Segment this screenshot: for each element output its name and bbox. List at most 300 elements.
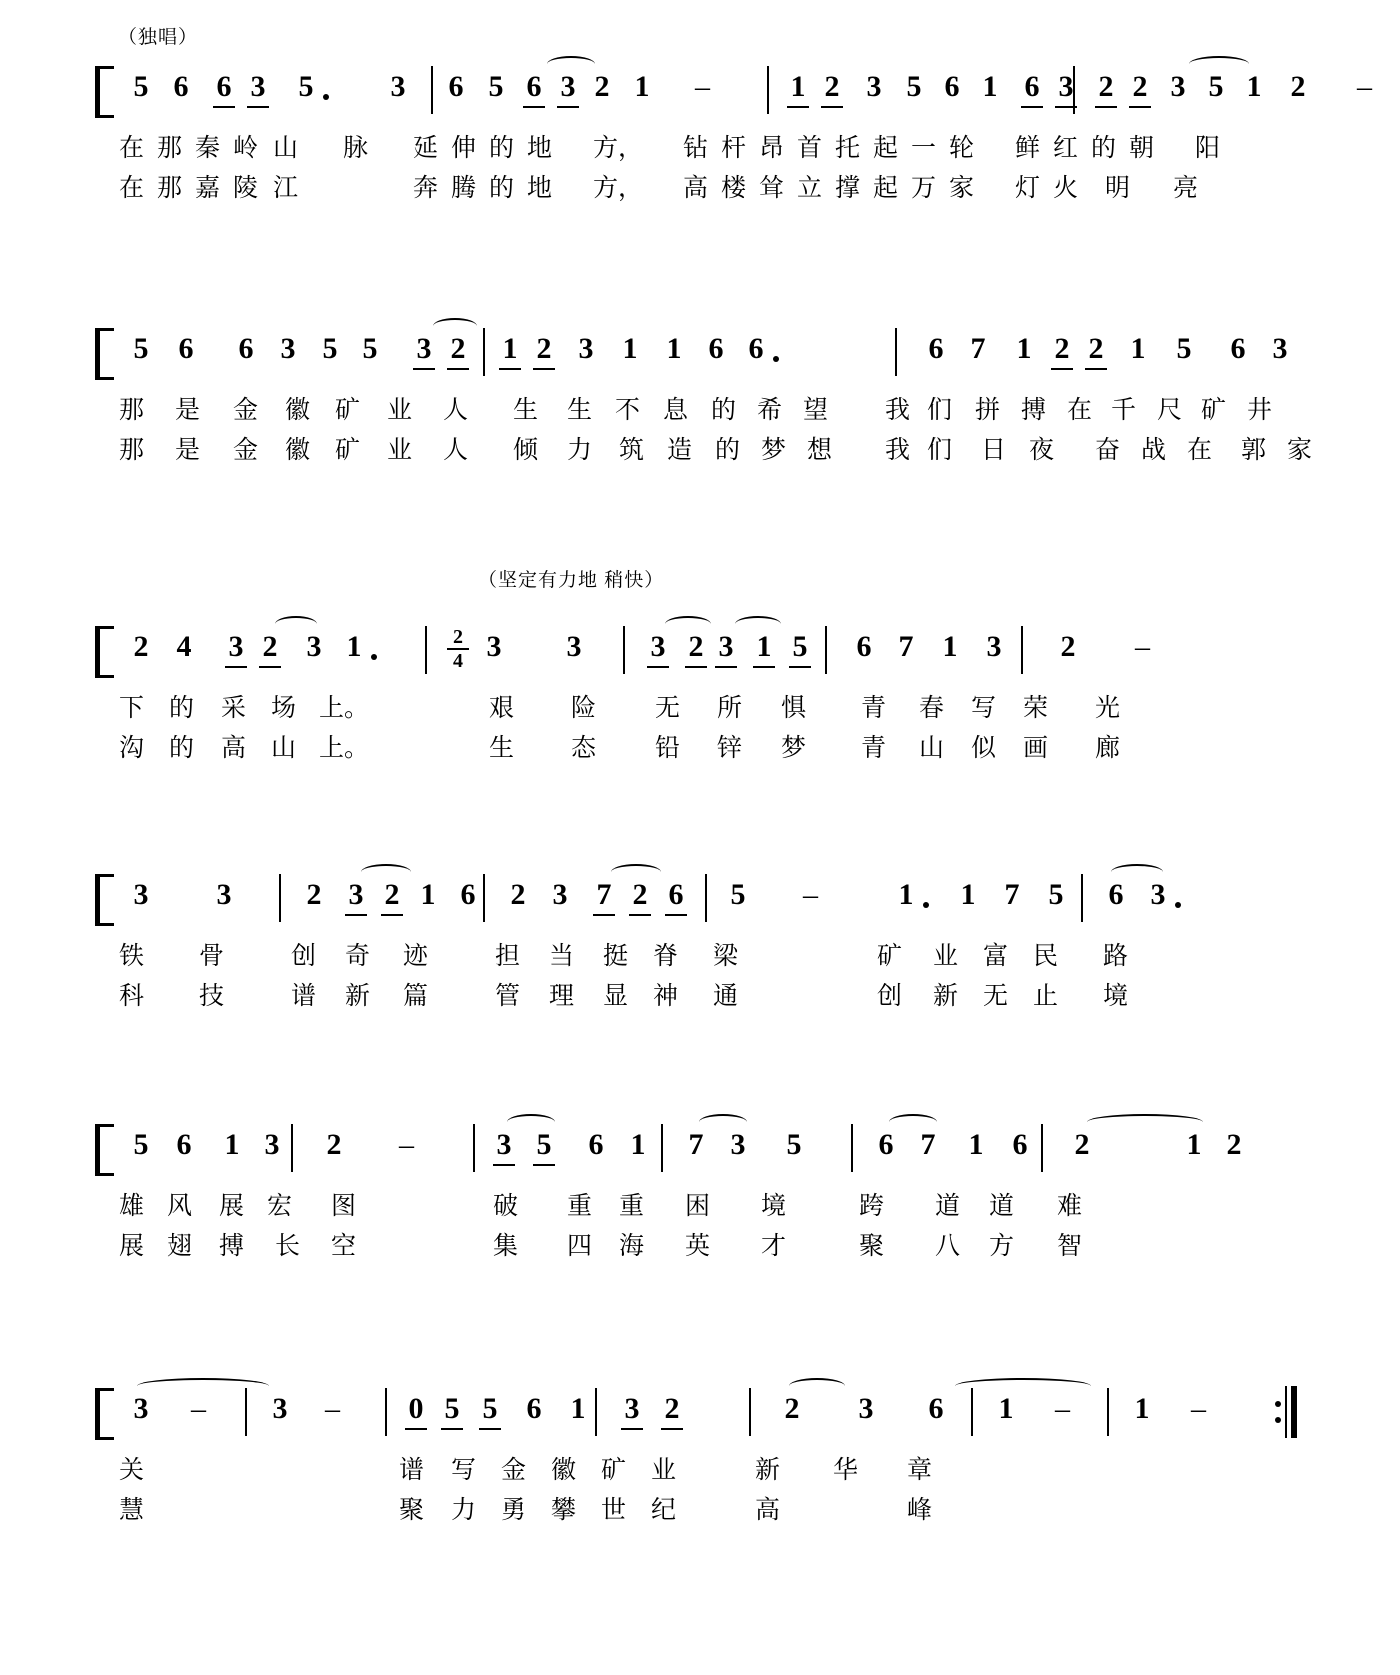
note-number: 3 (715, 630, 737, 668)
note-number: 1 (1016, 332, 1032, 365)
barline (1041, 1124, 1043, 1172)
sustain-dash: – (1357, 70, 1372, 103)
lyric-syllable: 慧 (119, 1496, 145, 1524)
note-number: 7 (920, 1128, 936, 1161)
lyric-syllable: 梁 (713, 942, 739, 970)
note-number: 5 (533, 1128, 555, 1166)
note-number: 5 (133, 1128, 149, 1161)
lyric-syllable: 理 (549, 982, 575, 1010)
lyric-syllable: 明 (1105, 174, 1131, 202)
note-number: 1 (998, 1392, 1014, 1425)
lyric-syllable: 上。 (319, 694, 370, 722)
barline (291, 1124, 293, 1172)
lyric-syllable: 千 (1111, 396, 1137, 424)
lyric-syllable: 地 (527, 134, 553, 162)
note-number: 1 (630, 1128, 646, 1161)
barline (971, 1388, 973, 1436)
note-number: 5 (730, 878, 746, 911)
lyric-syllable: 春 (919, 694, 945, 722)
note-number: 2 (510, 878, 526, 911)
lyric-syllable: 倾 (513, 436, 539, 464)
barline (483, 328, 485, 376)
lyric-syllable: 徽 (285, 396, 311, 424)
note-number: 2 (1095, 70, 1117, 108)
lyric-syllable: 奋 (1095, 436, 1121, 464)
note-number: 6 (460, 878, 476, 911)
note-number: 3 (486, 630, 502, 663)
system-bracket (95, 874, 114, 926)
lyric-syllable: 梦 (781, 734, 807, 762)
note-number: 1 (942, 630, 958, 663)
note-number: 6 (448, 70, 464, 103)
lyric-syllable: 难 (1057, 1192, 1083, 1220)
lyric-syllable: 纪 (651, 1496, 677, 1524)
note-number: 2 (594, 70, 610, 103)
lyric-syllable: 耸 (759, 174, 785, 202)
note-number: 2 (133, 630, 149, 663)
lyric-syllable: 展 (219, 1192, 245, 1220)
note-number: 2 (447, 332, 469, 370)
lyric-syllable: 是 (175, 396, 201, 424)
lyric-syllable: 力 (567, 436, 593, 464)
lyric-syllable: 业 (387, 396, 413, 424)
time-signature-denominator: 4 (447, 648, 469, 672)
barline (595, 1388, 597, 1436)
note-number: 1 (1130, 332, 1146, 365)
lyric-syllable: 高 (221, 734, 247, 762)
note-number: 6 (523, 70, 545, 108)
slur-arc (507, 1114, 555, 1130)
lyric-syllable: 海 (619, 1232, 645, 1260)
lyric-syllable: 尺 (1157, 396, 1183, 424)
lyric-syllable: 在 (1067, 396, 1093, 424)
augmentation-dot-icon (371, 654, 377, 660)
lyric-syllable: 在 (119, 134, 145, 162)
lyric-syllable: 跨 (859, 1192, 885, 1220)
time-signature-numerator: 2 (453, 626, 463, 648)
note-number: 3 (557, 70, 579, 108)
lyric-syllable: 那 (119, 436, 145, 464)
slur-arc (1087, 1114, 1203, 1130)
lyric-syllable: 聚 (399, 1496, 425, 1524)
lyric-syllable: 聚 (859, 1232, 885, 1260)
lyric-syllable: 金 (233, 436, 259, 464)
notation-row (95, 70, 1372, 116)
lyric-syllable: 场 (271, 694, 297, 722)
note-number: 1 (499, 332, 521, 370)
note-number: 2 (326, 1128, 342, 1161)
note-number: 5 (906, 70, 922, 103)
note-number: 2 (1290, 70, 1306, 103)
barline (623, 626, 625, 674)
lyric-syllable: 岭 (233, 134, 259, 162)
lyric-syllable: 篇 (403, 982, 429, 1010)
lyric-syllable: 才 (761, 1232, 787, 1260)
lyric-syllable: 生 (567, 396, 593, 424)
barline (279, 874, 281, 922)
lyric-syllable: 的 (711, 396, 737, 424)
lyric-syllable: 朝 (1129, 134, 1155, 162)
lyric-syllable: 首 (797, 134, 823, 162)
note-number: 3 (986, 630, 1002, 663)
barline (705, 874, 707, 922)
lyric-syllable: 家 (949, 174, 975, 202)
music-system (95, 626, 1335, 762)
lyric-syllable: 灯 (1015, 174, 1041, 202)
lyric-syllable: 地 (527, 174, 553, 202)
note-number: 6 (928, 1392, 944, 1425)
lyric-syllable: 不 (615, 396, 641, 424)
note-number: 2 (259, 630, 281, 668)
lyric-syllable: 轮 (949, 134, 975, 162)
lyric-syllable: 矿 (877, 942, 903, 970)
lyric-syllable: 钻 (683, 134, 709, 162)
note-number: 6 (1108, 878, 1124, 911)
lyric-syllable: 英 (685, 1232, 711, 1260)
lyric-syllable: 徽 (551, 1456, 577, 1484)
note-number: 2 (1129, 70, 1151, 108)
note-number: 5 (133, 70, 149, 103)
notation-row (95, 1392, 1335, 1438)
lyric-syllable: 路 (1103, 942, 1129, 970)
lyric-syllable: 立 (797, 174, 823, 202)
lyric-syllable: 陵 (233, 174, 259, 202)
slur-arc (889, 1114, 937, 1130)
slur-arc (665, 616, 711, 632)
lyric-syllable: 的 (1091, 134, 1117, 162)
lyric-syllable: 山 (271, 734, 297, 762)
note-number: 7 (688, 1128, 704, 1161)
note-number: 3 (247, 70, 269, 108)
lyric-syllable: 在 (1187, 436, 1213, 464)
lyric-syllable: 昂 (759, 134, 785, 162)
barline (749, 1388, 751, 1436)
lyric-syllable: 长 (275, 1232, 301, 1260)
lyric-syllable: 火 (1053, 174, 1079, 202)
barline (895, 328, 897, 376)
lyric-syllable: 力 (451, 1496, 477, 1524)
lyric-syllable: 新 (755, 1456, 781, 1484)
lyric-syllable: 生 (513, 396, 539, 424)
note-number: 5 (322, 332, 338, 365)
notation-row (95, 626, 1335, 676)
note-number: 3 (647, 630, 669, 668)
lyric-syllable: 矿 (335, 436, 361, 464)
lyric-syllable: 谱 (399, 1456, 425, 1484)
lyric-syllable: 们 (927, 396, 953, 424)
sustain-dash: – (1191, 1392, 1206, 1425)
note-number: 6 (944, 70, 960, 103)
lyric-syllable: 勇 (501, 1496, 527, 1524)
note-number: 2 (1074, 1128, 1090, 1161)
note-number: 5 (1208, 70, 1224, 103)
lyric-syllable: 锌 (717, 734, 743, 762)
note-number: 6 (665, 878, 687, 916)
note-number: 2 (821, 70, 843, 108)
lyric-syllable: 挺 (603, 942, 629, 970)
note-number: 6 (708, 332, 724, 365)
lyric-syllable: 家 (1287, 436, 1313, 464)
lyric-syllable: 下 (119, 694, 145, 722)
note-number: 6 (748, 332, 764, 365)
lyric-syllable: 展 (119, 1232, 145, 1260)
lyric-syllable: 起 (873, 174, 899, 202)
lyric-syllable: 起 (873, 134, 899, 162)
note-number: 2 (306, 878, 322, 911)
lyric-syllable: 阳 (1195, 134, 1221, 162)
lyric-syllable: 那 (157, 134, 183, 162)
note-number: 6 (526, 1392, 542, 1425)
note-number: 3 (578, 332, 594, 365)
lyric-syllable: 雄 (119, 1192, 145, 1220)
lyric-syllable: 章 (907, 1456, 933, 1484)
augmentation-dot-icon (773, 356, 779, 362)
lyric-syllable: 延 (413, 134, 439, 162)
note-number: 3 (225, 630, 247, 668)
note-number: 1 (982, 70, 998, 103)
lyric-syllable: 方， (593, 134, 644, 162)
lyric-syllable: 的 (169, 694, 195, 722)
note-number: 3 (133, 1392, 149, 1425)
lyric-syllable: 华 (833, 1456, 859, 1484)
lyric-syllable: 上。 (319, 734, 370, 762)
note-number: 3 (306, 630, 322, 663)
lyric-syllable: 红 (1053, 134, 1079, 162)
slur-arc (361, 864, 411, 880)
lyric-syllable: 惧 (781, 694, 807, 722)
slur-arc (789, 1378, 845, 1394)
note-number: 1 (898, 878, 914, 911)
lyric-syllable: 翅 (167, 1232, 193, 1260)
system-bracket (95, 1124, 114, 1176)
note-number: 2 (629, 878, 651, 916)
lyric-syllable: 方 (989, 1232, 1015, 1260)
lyric-syllable: 在 (119, 174, 145, 202)
note-number: 1 (224, 1128, 240, 1161)
note-number: 3 (493, 1128, 515, 1166)
note-number: 3 (858, 1392, 874, 1425)
lyric-syllable: 亮 (1173, 174, 1199, 202)
sustain-dash: – (695, 70, 710, 103)
lyric-syllable: 金 (233, 396, 259, 424)
lyric-syllable: 创 (291, 942, 317, 970)
lyric-syllable: 高 (755, 1496, 781, 1524)
note-number: 1 (960, 878, 976, 911)
barline (661, 1124, 663, 1172)
note-number: 2 (1085, 332, 1107, 370)
note-number: 6 (856, 630, 872, 663)
lyric-syllable: 我 (885, 396, 911, 424)
music-system (95, 332, 1335, 464)
lyric-syllable: 险 (571, 694, 597, 722)
note-number: 6 (173, 70, 189, 103)
lyric-syllable: 们 (927, 436, 953, 464)
slur-arc (275, 616, 317, 632)
barline (851, 1124, 853, 1172)
note-number: 6 (588, 1128, 604, 1161)
lyric-syllable: 的 (715, 436, 741, 464)
note-number: 3 (390, 70, 406, 103)
lyric-syllable: 迹 (403, 942, 429, 970)
lyric-syllable: 业 (387, 436, 413, 464)
lyric-syllable: 担 (495, 942, 521, 970)
lyric-syllable: 人 (443, 436, 469, 464)
lyric-syllable: 止 (1033, 982, 1059, 1010)
note-number: 5 (488, 70, 504, 103)
note-number: 2 (1226, 1128, 1242, 1161)
note-number: 4 (176, 630, 192, 663)
lyric-syllable: 望 (803, 396, 829, 424)
lyric-syllable: 我 (885, 436, 911, 464)
lyric-syllable: 奇 (345, 942, 371, 970)
system-bracket (95, 1388, 114, 1440)
sustain-dash: – (1135, 630, 1150, 663)
lyric-syllable: 困 (685, 1192, 711, 1220)
note-number: 0 (405, 1392, 427, 1430)
lyric-syllable: 骨 (199, 942, 225, 970)
lyric-syllable: 的 (489, 134, 515, 162)
lyric-syllable: 想 (807, 436, 833, 464)
lyric-syllable: 宏 (267, 1192, 293, 1220)
note-number: 2 (1060, 630, 1076, 663)
note-number: 5 (789, 630, 811, 668)
lyric-syllable: 腾 (451, 174, 477, 202)
notation-row (95, 878, 1335, 924)
lyric-syllable: 关 (119, 1456, 145, 1484)
lyric-syllable: 破 (493, 1192, 519, 1220)
barline (245, 1388, 247, 1436)
lyric-syllable: 富 (983, 942, 1009, 970)
lyric-syllable: 秦 (195, 134, 221, 162)
music-system (95, 70, 1372, 202)
note-number: 2 (661, 1392, 683, 1430)
lyric-syllable: 画 (1023, 734, 1049, 762)
note-number: 7 (898, 630, 914, 663)
lyric-syllable: 民 (1033, 942, 1059, 970)
lyric-syllable: 智 (1057, 1232, 1083, 1260)
note-number: 6 (1021, 70, 1043, 108)
lyric-syllable: 希 (757, 396, 783, 424)
note-number: 3 (730, 1128, 746, 1161)
lyric-syllable: 创 (877, 982, 903, 1010)
barline (1021, 626, 1023, 674)
note-number: 2 (685, 630, 707, 668)
slur-arc (699, 1114, 747, 1130)
lyric-syllable: 那 (157, 174, 183, 202)
barline (1107, 1388, 1109, 1436)
note-number: 6 (1012, 1128, 1028, 1161)
lyric-syllable: 青 (861, 734, 887, 762)
note-number: 3 (264, 1128, 280, 1161)
augmentation-dot-icon (323, 94, 329, 100)
note-number: 7 (1004, 878, 1020, 911)
slur-arc (955, 1378, 1091, 1394)
note-number: 5 (298, 70, 314, 103)
lyric-syllable: 楼 (721, 174, 747, 202)
sustain-dash: – (803, 878, 818, 911)
sustain-dash: – (399, 1128, 414, 1161)
lyric-syllable: 矿 (1201, 396, 1227, 424)
sustain-dash: – (1055, 1392, 1070, 1425)
note-number: 1 (570, 1392, 586, 1425)
lyric-syllable: 杆 (721, 134, 747, 162)
lyric-syllable: 息 (663, 396, 689, 424)
repeat-end-sign (1285, 1386, 1301, 1438)
slur-arc (137, 1378, 269, 1394)
note-number: 6 (238, 332, 254, 365)
lyric-syllable: 八 (935, 1232, 961, 1260)
slur-arc (547, 56, 595, 72)
augmentation-dot-icon (923, 902, 929, 908)
lyric-syllable: 徽 (285, 436, 311, 464)
note-number: 7 (593, 878, 615, 916)
lyric-syllable: 铅 (655, 734, 681, 762)
lyric-syllable: 夜 (1029, 436, 1055, 464)
lyric-syllable: 托 (835, 134, 861, 162)
note-number: 3 (566, 630, 582, 663)
lyric-syllable: 境 (761, 1192, 787, 1220)
barline (431, 66, 433, 114)
music-system (95, 878, 1335, 1010)
lyric-syllable: 业 (651, 1456, 677, 1484)
note-number: 5 (786, 1128, 802, 1161)
note-number: 5 (479, 1392, 501, 1430)
lyric-syllable: 伸 (451, 134, 477, 162)
lyric-syllable: 井 (1247, 396, 1273, 424)
lyric-syllable: 方， (593, 174, 644, 202)
lyric-syllable: 写 (451, 1456, 477, 1484)
lyric-syllable: 万 (911, 174, 937, 202)
system-bracket (95, 328, 114, 380)
lyric-syllable: 江 (273, 174, 299, 202)
note-number: 3 (1150, 878, 1166, 911)
lyric-syllable: 世 (601, 1496, 627, 1524)
lyric-syllable: 的 (169, 734, 195, 762)
note-number: 3 (621, 1392, 643, 1430)
note-number: 1 (666, 332, 682, 365)
lyric-syllable: 艰 (489, 694, 515, 722)
note-number: 5 (1176, 332, 1192, 365)
note-number: 3 (552, 878, 568, 911)
note-number: 6 (1230, 332, 1246, 365)
lyric-syllable: 谱 (291, 982, 317, 1010)
lyric-syllable: 脊 (653, 942, 679, 970)
lyric-syllable: 脉 (343, 134, 369, 162)
lyric-syllable: 四 (567, 1232, 593, 1260)
lyric-syllable: 道 (989, 1192, 1015, 1220)
sustain-dash: – (191, 1392, 206, 1425)
lyric-syllable: 峰 (907, 1496, 933, 1524)
note-number: 3 (345, 878, 367, 916)
lyric-syllable: 人 (443, 396, 469, 424)
lyric-syllable: 所 (717, 694, 743, 722)
barline (825, 626, 827, 674)
slur-arc (1189, 56, 1249, 72)
lyric-syllable: 集 (493, 1232, 519, 1260)
lyric-syllable: 金 (501, 1456, 527, 1484)
note-number: 6 (928, 332, 944, 365)
note-number: 1 (420, 878, 436, 911)
slur-arc (1111, 864, 1163, 880)
notation-row (95, 1128, 1335, 1174)
lyric-syllable: 高 (683, 174, 709, 202)
lyric-syllable: 山 (919, 734, 945, 762)
slur-arc (611, 864, 661, 880)
sustain-dash: – (325, 1392, 340, 1425)
lyric-syllable: 重 (567, 1192, 593, 1220)
lyric-syllable: 新 (933, 982, 959, 1010)
lyric-syllable: 梦 (761, 436, 787, 464)
